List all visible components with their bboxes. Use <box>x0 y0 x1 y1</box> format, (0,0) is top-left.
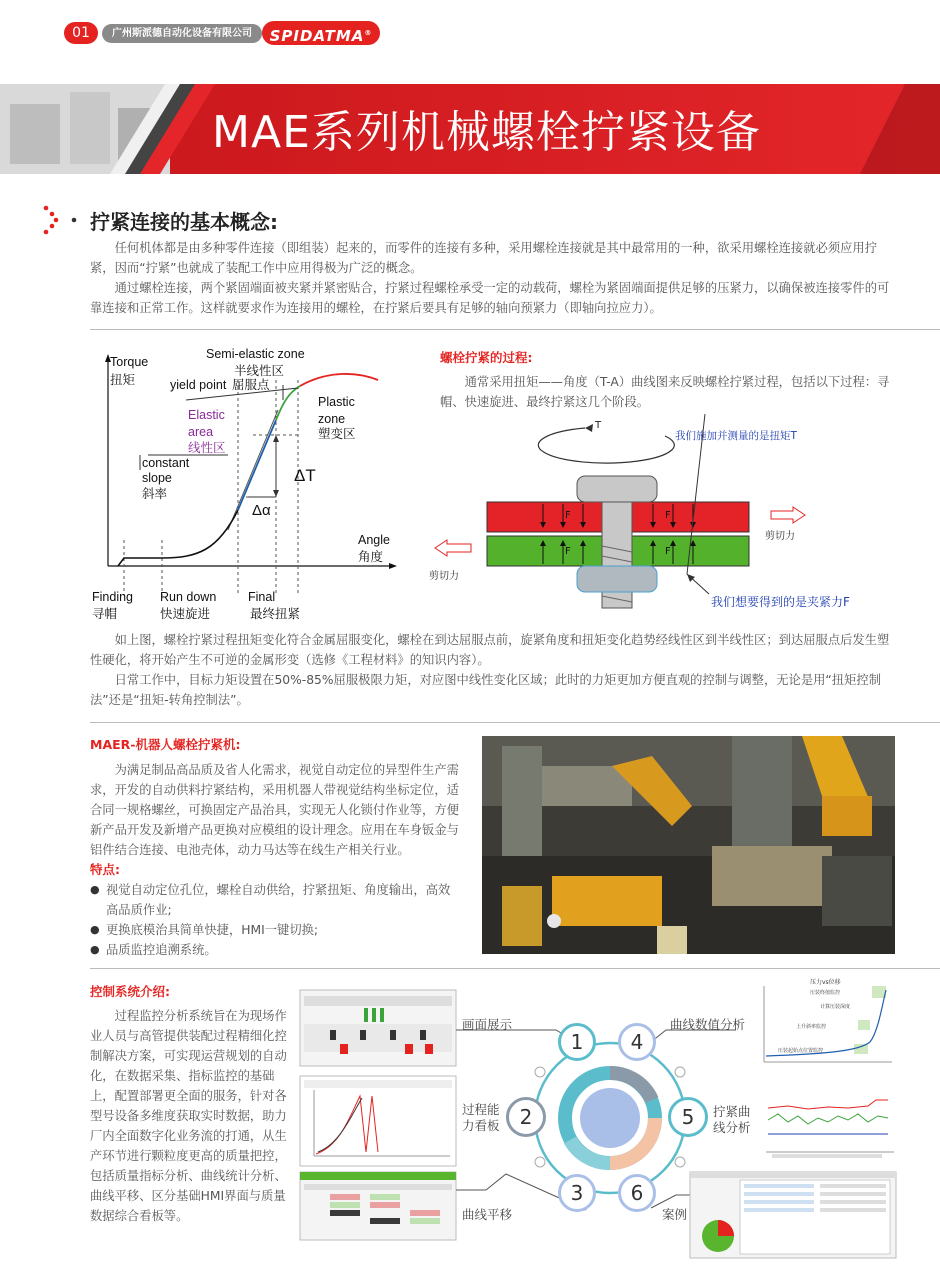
svg-text:F: F <box>565 546 571 557</box>
brand-logo: SPIDATMA® <box>262 21 380 45</box>
module-4-badge: 4 <box>618 1023 656 1061</box>
svg-text:area: area <box>188 425 214 439</box>
svg-text:压力vs位移: 压力vs位移 <box>810 979 841 986</box>
analysis-paragraph-2: 日常工作中，目标力矩设置在50%-85%屈服极限力矩，对应图中线性变化区域；此时的力矩更加方便直观的控制与调整，无论是用“扭矩控制法”还是“扭矩-转角控制法”。 <box>90 673 881 707</box>
semi-elastic-label: Semi-elastic zone <box>206 347 305 361</box>
torque-angle-chart <box>88 340 418 630</box>
module-6-badge: 6 <box>618 1174 656 1212</box>
pressure-displacement-thumbnail <box>758 976 898 1068</box>
divider <box>90 968 940 969</box>
y-axis-label-en: Torque <box>110 355 149 369</box>
phase-finding-en: Finding <box>92 590 133 604</box>
process-title: 螺栓拧紧的过程: <box>440 350 533 365</box>
torque-t-label: T <box>595 420 602 431</box>
svg-text:计算压装深度: 计算压装深度 <box>820 1004 851 1010</box>
svg-text:F: F <box>665 546 671 557</box>
force-f-label: F <box>565 510 571 521</box>
basics-paragraph-2: 通过螺栓连接，两个紧固端面被夹紧并紧密贴合，拧紧过程螺栓承受一定的动载荷，螺栓为紧固端面提供足够的压紧力，以确保被连接零件的可靠连接和正常工作。这样就要求作为连接用的螺栓，在拧紧后要具有足够的轴向预紧力（即轴向拉应力）。 <box>90 281 890 315</box>
y-axis-label-cn: 扭矩 <box>110 373 136 387</box>
page-number-badge: 01 <box>64 22 98 44</box>
robot-workcell-photo <box>482 736 895 954</box>
module-5-label: 拧紧曲线分析 <box>713 1104 751 1135</box>
module-2-label: 过程能力看板 <box>462 1102 500 1133</box>
features-title: 特点: <box>90 862 120 877</box>
yield-point-label: yield point <box>170 378 227 392</box>
divider <box>90 722 940 723</box>
module-4-label: 曲线数值分析 <box>670 1017 746 1032</box>
maer-description: 为满足制品高品质及省人化需求，视觉自动定位的异型件生产需求，开发的自动供料拧紧结构，采用机器人带视觉结构坐标定位，适合同一规格螺丝，可换固定产品治具，实现无人化锁付作业等，方便新产品开发及新增产品更换对应模组的设计理念。应用在车身钣金与铝件结合连接、电池壳体，动力马达等在线生产相关行业。 <box>90 763 459 857</box>
control-title: 控制系统介绍: <box>90 984 170 999</box>
section-title-basics: 拧紧连接的基本概念: <box>90 210 278 234</box>
module-1-badge: 1 <box>558 1023 596 1061</box>
phase-rundown-en: Run down <box>160 590 217 604</box>
delta-t-label: ΔT <box>294 466 316 485</box>
svg-text:F: F <box>665 510 671 521</box>
svg-text:压装终值监控: 压装终值监控 <box>810 990 841 996</box>
svg-text:上升斜率监控: 上升斜率监控 <box>796 1024 827 1030</box>
module-2-badge: 2 <box>506 1097 546 1137</box>
feature-item: ● 更换底模治具简单快捷，HMI一键切换; <box>90 920 462 940</box>
delta-alpha-label: Δα <box>252 502 271 519</box>
control-description: 过程监控分析系统旨在为现场作业人员与高管提供装配过程精细化控制解决方案，可实现运营规划的自动化，在数据采集、指标监控的基础上，配置部署更全面的服务，针对各型号设备多维度获取实时数据，助力厂内全面数字化业务流的打通，从生产环节进行颗粒度更高的质量把控，包括质量指标分析、曲线统计分析、曲线平移、区分基础HMI界面与质量数据综合看板等。 <box>90 1009 287 1223</box>
x-axis-label-en: Angle <box>358 533 390 547</box>
section-dots-icon <box>42 204 82 234</box>
process-text: 通常采用扭矩——角度（T-A）曲线图来反映螺栓拧紧过程，包括以下过程：寻帽、快速旋进、最终拧紧这几个阶段。 <box>440 375 890 409</box>
slope-label: constant <box>142 456 190 470</box>
svg-text:压装起始点位置监控: 压装起始点位置监控 <box>778 1048 824 1054</box>
plastic-zone-cn: 塑变区 <box>318 427 356 441</box>
tightening-curve-thumbnail <box>758 1078 898 1162</box>
clamp-force-note: 我们想要得到的是夹紧力F <box>711 595 850 609</box>
phase-final-cn: 最终扭紧 <box>250 607 301 621</box>
features-list <box>90 880 462 960</box>
module-6-label: 案例 <box>662 1207 688 1222</box>
phase-final-en: Final <box>248 590 276 604</box>
capability-board-thumbnail <box>300 1172 456 1240</box>
yield-point-cn: 屈服点 <box>232 378 270 392</box>
hmi-screen-thumbnail <box>300 990 456 1066</box>
shear-force-right-label: 剪切力 <box>765 531 795 542</box>
elastic-area-cn: 线性区 <box>188 441 226 455</box>
maer-title: MAER-机器人螺栓拧紧机: <box>90 737 241 752</box>
divider <box>90 329 940 330</box>
module-1-label: 画面展示 <box>462 1017 513 1032</box>
plastic-zone-label: Plastic <box>318 395 355 409</box>
analysis-paragraph-1: 如上图，螺栓拧紧过程扭矩变化符合金属屈服变化，螺栓在到达屈服点前，旋紧角度和扭矩变化趋势经线性区到半线性区；到达屈服点后发生塑性硬化，将开始产生不可逆的金属形变（选修《工程材料》的知识内容）。 <box>90 633 890 667</box>
semi-elastic-cn: 半线性区 <box>234 364 285 378</box>
bolt-clamp-diagram <box>425 414 850 614</box>
phase-rundown-cn: 快速旋进 <box>160 607 211 621</box>
banner-title: MAE系列机械螺栓拧紧设备 <box>212 107 761 158</box>
module-3-badge: 3 <box>558 1174 596 1212</box>
basics-paragraph-1: 任何机体都是由多种零件连接（即组装）起来的，而零件的连接有多种，采用螺栓连接就是其中最常用的一种，欲采用螺栓连接就必须应用拧紧，因而“拧紧”也就成了装配工作中应用得极为广泛的概念。 <box>90 241 878 275</box>
phase-finding-cn: 寻帽 <box>92 607 118 621</box>
company-name-badge: 广州斯派德自动化设备有限公司 <box>102 24 262 43</box>
elastic-area-label: Elastic <box>188 408 225 422</box>
svg-text:slope: slope <box>142 471 172 485</box>
shear-force-left-label: 剪切力 <box>429 571 459 582</box>
measure-torque-note: 我们施加并测量的是扭矩T <box>675 430 797 442</box>
x-axis-label-cn: 角度 <box>358 550 384 564</box>
case-dashboard-thumbnail <box>690 1172 896 1258</box>
curve-shift-thumbnail <box>300 1076 456 1166</box>
module-3-label: 曲线平移 <box>462 1207 513 1222</box>
module-5-badge: 5 <box>668 1097 708 1137</box>
svg-text:zone: zone <box>318 412 346 426</box>
feature-item: ● 品质监控追溯系统。 <box>90 940 462 960</box>
slope-cn: 斜率 <box>142 487 168 501</box>
feature-item: ● 视觉自动定位孔位，螺栓自动供给，拧紧扭矩、角度输出，高效高品质作业; <box>90 880 462 920</box>
